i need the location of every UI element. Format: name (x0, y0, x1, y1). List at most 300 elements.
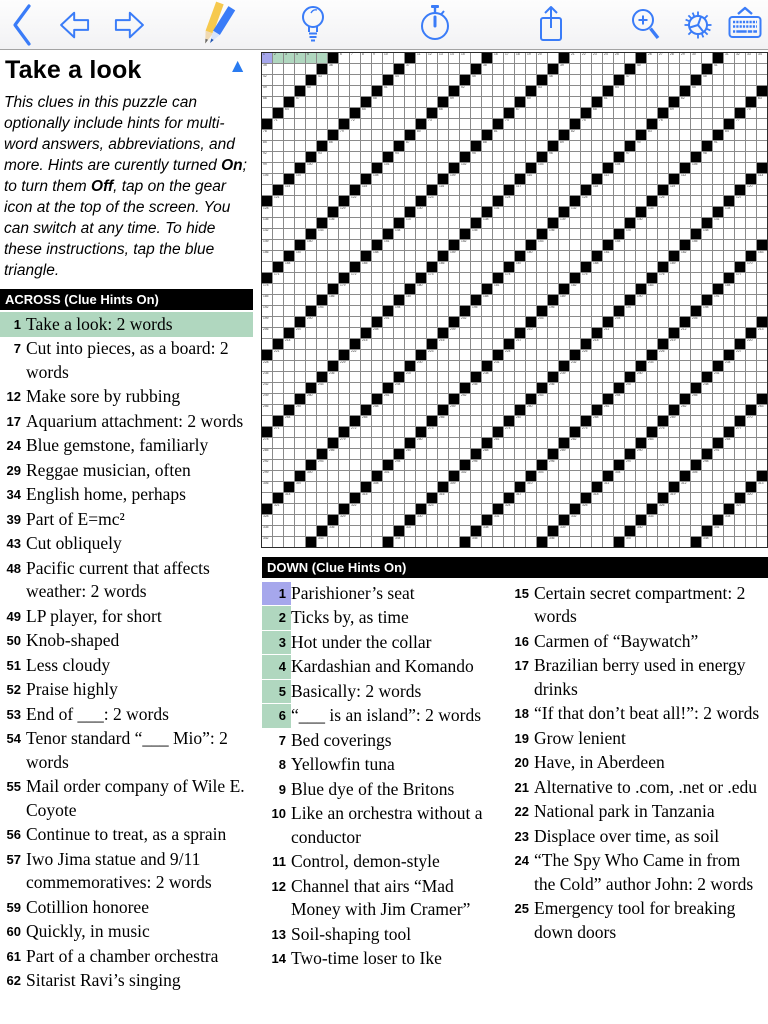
grid-cell[interactable] (372, 207, 382, 217)
grid-cell[interactable] (746, 240, 756, 250)
grid-cell[interactable] (603, 339, 613, 349)
grid-cell[interactable] (471, 196, 481, 206)
grid-cell[interactable] (284, 141, 294, 151)
grid-cell[interactable] (405, 405, 415, 415)
grid-cell[interactable] (625, 416, 635, 426)
grid-cell[interactable] (713, 317, 723, 327)
grid-cell[interactable] (746, 64, 756, 74)
grid-cell[interactable] (317, 471, 327, 481)
grid-cell[interactable] (460, 174, 470, 184)
grid-cell[interactable] (669, 537, 679, 547)
grid-cell[interactable] (647, 372, 657, 382)
grid-cell[interactable] (526, 97, 536, 107)
grid-cell[interactable] (702, 361, 712, 371)
grid-cell[interactable] (669, 262, 679, 272)
grid-cell[interactable] (691, 64, 701, 74)
down-clue-item[interactable] (262, 922, 505, 947)
grid-cell[interactable] (702, 229, 712, 239)
grid-cell[interactable] (713, 427, 723, 437)
grid-cell[interactable] (350, 207, 360, 217)
grid-cell[interactable] (361, 262, 371, 272)
grid-cell[interactable] (515, 218, 525, 228)
down-clue-item[interactable] (505, 581, 768, 629)
grid-cell[interactable] (548, 537, 558, 547)
grid-cell[interactable] (361, 317, 371, 327)
grid-cell[interactable] (284, 504, 294, 514)
grid-cell[interactable] (416, 471, 426, 481)
grid-cell[interactable] (548, 97, 558, 107)
grid-cell[interactable] (394, 405, 404, 415)
across-clue-item[interactable] (0, 727, 253, 775)
grid-cell[interactable] (339, 185, 349, 195)
grid-cell[interactable] (273, 174, 283, 184)
grid-cell[interactable] (438, 339, 448, 349)
grid-cell[interactable] (614, 97, 624, 107)
grid-cell[interactable] (328, 196, 338, 206)
grid-cell[interactable] (570, 372, 580, 382)
grid-cell[interactable] (515, 427, 525, 437)
grid-cell[interactable] (746, 449, 756, 459)
grid-cell[interactable] (306, 427, 316, 437)
grid-cell[interactable] (735, 427, 745, 437)
grid-cell[interactable] (262, 97, 272, 107)
grid-cell[interactable] (691, 482, 701, 492)
grid-cell[interactable] (427, 97, 437, 107)
grid-cell[interactable] (559, 240, 569, 250)
grid-cell[interactable] (548, 339, 558, 349)
grid-cell[interactable] (295, 537, 305, 547)
grid-cell[interactable] (471, 460, 481, 470)
grid-cell[interactable] (317, 130, 327, 140)
grid-cell[interactable] (405, 152, 415, 162)
grid-cell[interactable] (416, 262, 426, 272)
grid-cell[interactable] (658, 119, 668, 129)
grid-cell[interactable] (680, 493, 690, 503)
grid-cell[interactable] (427, 273, 437, 283)
grid-cell[interactable] (515, 350, 525, 360)
grid-cell[interactable] (262, 75, 272, 85)
grid-cell[interactable] (372, 361, 382, 371)
grid-cell[interactable] (614, 130, 624, 140)
grid-cell[interactable] (482, 405, 492, 415)
grid-cell[interactable] (416, 141, 426, 151)
grid-cell[interactable] (526, 196, 536, 206)
grid-cell[interactable] (361, 493, 371, 503)
grid-cell[interactable] (295, 493, 305, 503)
grid-cell[interactable] (372, 75, 382, 85)
grid-cell[interactable] (493, 174, 503, 184)
grid-cell[interactable] (372, 130, 382, 140)
grid-cell[interactable] (614, 515, 624, 525)
grid-cell[interactable] (658, 75, 668, 85)
grid-cell[interactable] (427, 471, 437, 481)
grid-cell[interactable] (427, 526, 437, 536)
grid-cell[interactable] (669, 460, 679, 470)
grid-cell[interactable] (460, 427, 470, 437)
grid-cell[interactable] (592, 471, 602, 481)
grid-cell[interactable] (647, 130, 657, 140)
grid-cell[interactable] (735, 86, 745, 96)
grid-cell[interactable] (735, 328, 745, 338)
grid-cell[interactable] (647, 218, 657, 228)
grid-cell[interactable] (570, 86, 580, 96)
grid-cell[interactable] (691, 196, 701, 206)
grid-cell[interactable] (713, 174, 723, 184)
grid-cell[interactable] (383, 493, 393, 503)
grid-cell[interactable] (526, 75, 536, 85)
grid-cell[interactable] (372, 416, 382, 426)
grid-cell[interactable] (328, 504, 338, 514)
grid-cell[interactable] (746, 526, 756, 536)
grid-cell[interactable] (284, 416, 294, 426)
grid-cell[interactable] (658, 130, 668, 140)
grid-cell[interactable] (559, 482, 569, 492)
grid-cell[interactable] (548, 163, 558, 173)
grid-cell[interactable] (427, 152, 437, 162)
grid-cell[interactable] (548, 493, 558, 503)
grid-cell[interactable] (504, 449, 514, 459)
grid-cell[interactable] (262, 438, 272, 448)
grid-cell[interactable] (383, 427, 393, 437)
grid-cell[interactable] (284, 471, 294, 481)
grid-cell[interactable] (724, 163, 734, 173)
grid-cell[interactable] (383, 471, 393, 481)
grid-cell[interactable] (614, 185, 624, 195)
grid-cell[interactable] (691, 350, 701, 360)
grid-cell[interactable] (526, 350, 536, 360)
grid-cell[interactable] (691, 438, 701, 448)
grid-cell[interactable] (328, 405, 338, 415)
grid-cell[interactable] (372, 64, 382, 74)
grid-cell[interactable] (746, 493, 756, 503)
grid-cell[interactable] (438, 350, 448, 360)
grid-cell[interactable] (471, 53, 481, 63)
grid-cell[interactable] (713, 97, 723, 107)
grid-cell[interactable] (482, 350, 492, 360)
grid-cell[interactable] (339, 306, 349, 316)
grid-cell[interactable] (625, 53, 635, 63)
grid-cell[interactable] (691, 273, 701, 283)
grid-cell[interactable] (262, 537, 272, 547)
grid-cell[interactable] (746, 163, 756, 173)
grid-cell[interactable] (570, 339, 580, 349)
grid-cell[interactable] (526, 130, 536, 140)
grid-cell[interactable] (746, 339, 756, 349)
grid-cell[interactable] (559, 317, 569, 327)
grid-cell[interactable] (647, 262, 657, 272)
grid-cell[interactable] (504, 460, 514, 470)
grid-cell[interactable] (559, 141, 569, 151)
grid-cell[interactable] (262, 218, 272, 228)
grid-cell[interactable] (570, 284, 580, 294)
grid-cell[interactable] (515, 383, 525, 393)
grid-cell[interactable] (724, 416, 734, 426)
grid-cell[interactable] (647, 251, 657, 261)
grid-cell[interactable] (614, 427, 624, 437)
grid-cell[interactable] (658, 64, 668, 74)
grid-cell[interactable] (317, 152, 327, 162)
grid-cell[interactable] (449, 229, 459, 239)
down-clue-item[interactable] (262, 630, 505, 655)
grid-cell[interactable] (559, 372, 569, 382)
grid-cell[interactable] (295, 141, 305, 151)
grid-cell[interactable] (680, 251, 690, 261)
grid-cell[interactable] (482, 504, 492, 514)
grid-cell[interactable] (416, 306, 426, 316)
grid-cell[interactable] (735, 438, 745, 448)
grid-cell[interactable] (515, 196, 525, 206)
grid-cell[interactable] (482, 317, 492, 327)
grid-cell[interactable] (757, 493, 767, 503)
grid-cell[interactable] (317, 328, 327, 338)
grid-cell[interactable] (493, 130, 503, 140)
grid-cell[interactable] (394, 130, 404, 140)
grid-cell[interactable] (702, 262, 712, 272)
grid-cell[interactable] (350, 460, 360, 470)
down-clue-item[interactable] (262, 655, 505, 680)
grid-cell[interactable] (515, 504, 525, 514)
grid-cell[interactable] (273, 515, 283, 525)
grid-cell[interactable] (328, 482, 338, 492)
grid-cell[interactable] (581, 328, 591, 338)
grid-cell[interactable] (460, 64, 470, 74)
grid-cell[interactable] (636, 493, 646, 503)
grid-cell[interactable] (394, 53, 404, 63)
grid-cell[interactable] (636, 372, 646, 382)
grid-cell[interactable] (438, 240, 448, 250)
across-clue-item[interactable] (0, 385, 253, 410)
grid-cell[interactable] (559, 416, 569, 426)
grid-cell[interactable] (350, 75, 360, 85)
grid-cell[interactable] (691, 262, 701, 272)
down-clue-item[interactable] (505, 702, 768, 727)
grid-cell[interactable] (614, 471, 624, 481)
grid-cell[interactable] (482, 152, 492, 162)
grid-cell[interactable] (735, 229, 745, 239)
grid-cell[interactable] (317, 196, 327, 206)
grid-cell[interactable] (317, 482, 327, 492)
grid-cell[interactable] (284, 339, 294, 349)
grid-cell[interactable] (493, 482, 503, 492)
grid-cell[interactable] (702, 174, 712, 184)
grid-cell[interactable] (581, 141, 591, 151)
down-clue-item[interactable] (262, 728, 505, 753)
grid-cell[interactable] (757, 130, 767, 140)
grid-cell[interactable] (603, 504, 613, 514)
grid-cell[interactable] (757, 229, 767, 239)
grid-cell[interactable] (372, 152, 382, 162)
grid-cell[interactable] (757, 350, 767, 360)
grid-cell[interactable] (438, 295, 448, 305)
grid-cell[interactable] (482, 119, 492, 129)
grid-cell[interactable] (757, 449, 767, 459)
grid-cell[interactable] (416, 97, 426, 107)
grid-cell[interactable] (724, 284, 734, 294)
grid-cell[interactable] (284, 64, 294, 74)
grid-cell[interactable] (570, 537, 580, 547)
grid-cell[interactable] (339, 482, 349, 492)
grid-cell[interactable] (482, 328, 492, 338)
grid-cell[interactable] (647, 306, 657, 316)
grid-cell[interactable] (273, 427, 283, 437)
grid-cell[interactable] (383, 130, 393, 140)
across-clue-item[interactable] (0, 653, 253, 678)
grid-cell[interactable] (603, 152, 613, 162)
grid-cell[interactable] (680, 174, 690, 184)
grid-cell[interactable] (559, 152, 569, 162)
grid-cell[interactable] (438, 130, 448, 140)
grid-cell[interactable] (669, 229, 679, 239)
grid-cell[interactable] (603, 361, 613, 371)
grid-cell[interactable] (262, 361, 272, 371)
grid-cell[interactable] (361, 152, 371, 162)
grid-cell[interactable] (570, 75, 580, 85)
grid-cell[interactable] (350, 284, 360, 294)
grid-cell[interactable] (713, 537, 723, 547)
grid-cell[interactable] (350, 515, 360, 525)
grid-cell[interactable] (559, 339, 569, 349)
grid-cell[interactable] (658, 207, 668, 217)
grid-cell[interactable] (614, 416, 624, 426)
grid-cell[interactable] (757, 218, 767, 228)
grid-cell[interactable] (306, 295, 316, 305)
down-clue-item[interactable] (262, 777, 505, 802)
grid-cell[interactable] (416, 108, 426, 118)
grid-cell[interactable] (757, 152, 767, 162)
grid-cell[interactable] (581, 350, 591, 360)
grid-cell[interactable] (647, 284, 657, 294)
grid-cell[interactable] (460, 86, 470, 96)
grid-cell[interactable] (427, 537, 437, 547)
grid-cell[interactable] (757, 262, 767, 272)
grid-cell[interactable] (504, 240, 514, 250)
grid-cell[interactable] (570, 229, 580, 239)
grid-cell[interactable] (603, 493, 613, 503)
grid-cell[interactable] (262, 163, 272, 173)
grid-cell[interactable] (482, 185, 492, 195)
grid-cell[interactable] (471, 339, 481, 349)
grid-cell[interactable] (350, 251, 360, 261)
grid-cell[interactable] (691, 471, 701, 481)
grid-cell[interactable] (350, 119, 360, 129)
grid-cell[interactable] (581, 427, 591, 437)
grid-cell[interactable] (636, 185, 646, 195)
grid-cell[interactable] (559, 251, 569, 261)
grid-cell[interactable] (614, 361, 624, 371)
grid-cell[interactable] (405, 185, 415, 195)
grid-cell[interactable] (526, 119, 536, 129)
grid-cell[interactable] (724, 449, 734, 459)
grid-cell[interactable] (713, 141, 723, 151)
grid-cell[interactable] (405, 306, 415, 316)
grid-cell[interactable] (295, 152, 305, 162)
across-clue-item[interactable] (0, 969, 253, 994)
grid-cell[interactable] (471, 273, 481, 283)
grid-cell[interactable] (757, 141, 767, 151)
grid-cell[interactable] (339, 438, 349, 448)
grid-cell[interactable] (482, 537, 492, 547)
grid-cell[interactable] (658, 53, 668, 63)
grid-cell[interactable] (548, 174, 558, 184)
grid-cell[interactable] (526, 284, 536, 294)
grid-cell[interactable] (295, 306, 305, 316)
grid-cell[interactable] (724, 251, 734, 261)
grid-cell[interactable] (702, 53, 712, 63)
grid-cell[interactable] (746, 185, 756, 195)
grid-cell[interactable] (636, 350, 646, 360)
grid-cell[interactable] (339, 86, 349, 96)
grid-cell[interactable] (713, 416, 723, 426)
grid-cell[interactable] (339, 218, 349, 228)
grid-cell[interactable] (603, 416, 613, 426)
grid-cell[interactable] (537, 438, 547, 448)
grid-cell[interactable] (581, 207, 591, 217)
grid-cell[interactable] (339, 515, 349, 525)
grid-cell[interactable] (746, 427, 756, 437)
grid-cell[interactable] (713, 350, 723, 360)
grid-cell[interactable] (592, 361, 602, 371)
grid-cell[interactable] (625, 317, 635, 327)
grid-cell[interactable] (548, 350, 558, 360)
grid-cell[interactable] (658, 504, 668, 514)
grid-cell[interactable] (570, 108, 580, 118)
grid-cell[interactable] (526, 515, 536, 525)
grid-cell[interactable] (295, 482, 305, 492)
grid-cell[interactable] (735, 350, 745, 360)
grid-cell[interactable] (647, 537, 657, 547)
grid-cell[interactable] (317, 174, 327, 184)
grid-cell[interactable] (603, 438, 613, 448)
grid-cell[interactable] (471, 438, 481, 448)
grid-cell[interactable] (306, 97, 316, 107)
grid-cell[interactable] (603, 119, 613, 129)
grid-cell[interactable] (317, 427, 327, 437)
grid-cell[interactable] (548, 152, 558, 162)
grid-cell[interactable] (471, 383, 481, 393)
grid-cell[interactable] (306, 251, 316, 261)
grid-cell[interactable] (746, 306, 756, 316)
grid-cell[interactable] (680, 97, 690, 107)
grid-cell[interactable] (284, 196, 294, 206)
grid-cell[interactable] (427, 372, 437, 382)
grid-cell[interactable] (317, 53, 327, 63)
grid-cell[interactable] (262, 251, 272, 261)
grid-cell[interactable] (383, 361, 393, 371)
grid-cell[interactable] (526, 53, 536, 63)
grid-cell[interactable] (306, 394, 316, 404)
grid-cell[interactable] (438, 416, 448, 426)
grid-cell[interactable] (537, 108, 547, 118)
grid-cell[interactable] (548, 130, 558, 140)
grid-cell[interactable] (262, 394, 272, 404)
grid-cell[interactable] (295, 174, 305, 184)
grid-cell[interactable] (306, 493, 316, 503)
grid-cell[interactable] (361, 64, 371, 74)
grid-cell[interactable] (427, 438, 437, 448)
grid-cell[interactable] (328, 427, 338, 437)
grid-cell[interactable] (713, 152, 723, 162)
grid-cell[interactable] (339, 295, 349, 305)
grid-cell[interactable] (625, 152, 635, 162)
grid-cell[interactable] (405, 251, 415, 261)
grid-cell[interactable] (394, 460, 404, 470)
grid-cell[interactable] (581, 240, 591, 250)
grid-cell[interactable] (735, 251, 745, 261)
grid-cell[interactable] (702, 240, 712, 250)
grid-cell[interactable] (449, 196, 459, 206)
grid-cell[interactable] (537, 504, 547, 514)
grid-cell[interactable] (416, 229, 426, 239)
